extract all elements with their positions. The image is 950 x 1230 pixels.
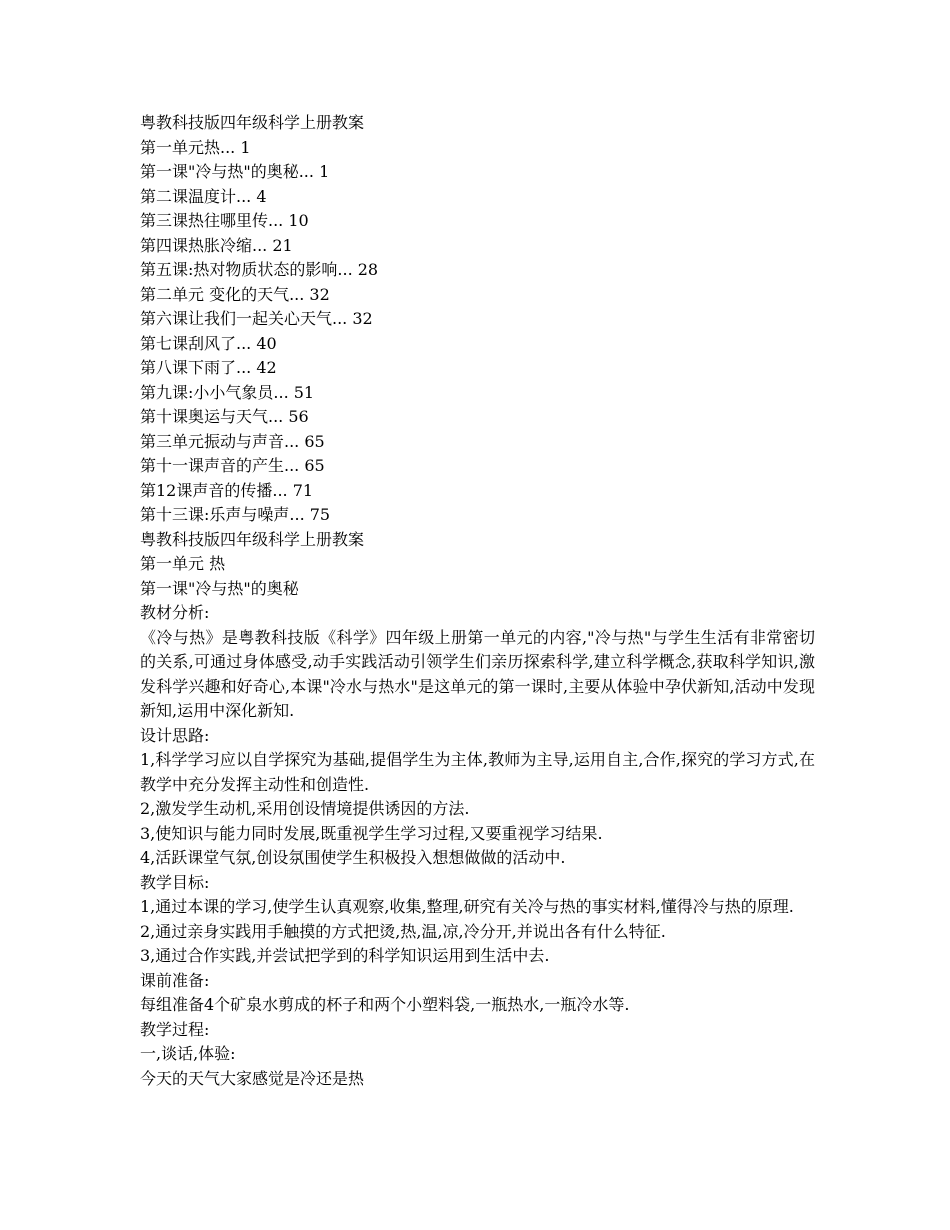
toc-entry[interactable]: 第一单元热... 1 — [140, 137, 251, 157]
design-item: 1,科学学习应以自学探究为基础,提倡学生为主体,教师为主导,运用自主,合作,探究的学习方式,在教学中充分发挥主动性和创造性. — [140, 750, 815, 794]
prep-paragraph: 每组准备4个矿泉水剪成的杯子和两个小塑料袋,一瓶热水,一瓶冷水等. — [140, 995, 630, 1014]
toc-entry[interactable]: 第九课:小小气象员... 51 — [140, 382, 315, 402]
unit-heading: 第一单元 热 — [140, 554, 226, 573]
toc-entry[interactable]: 第12课声音的传播... 71 — [140, 480, 314, 500]
toc-entry[interactable]: 第五课:热对物质状态的影响... 28 — [140, 260, 379, 279]
document-page — [140, 111, 815, 1091]
toc-entry[interactable]: 第二单元 变化的天气... 32 — [140, 284, 330, 304]
toc-entry[interactable]: 第三课热往哪里传... 10 — [140, 211, 309, 230]
toc-entry[interactable]: 第十课奥运与天气... 56 — [140, 407, 309, 426]
toc-title: 粤教科技版四年级科学上册教案 — [140, 113, 365, 132]
process-heading: 教学过程: — [140, 1019, 210, 1039]
toc-entry[interactable]: 第二课温度计... 4 — [140, 186, 267, 206]
design-item: 3,使知识与能力同时发展,既重视学生学习过程,又要重视学习结果. — [140, 823, 603, 843]
prep-heading: 课前准备: — [140, 970, 210, 990]
design-item: 2,激发学生动机,采用创设情境提供诱因的方法. — [140, 799, 470, 818]
toc-entry[interactable]: 第三单元振动与声音... 65 — [140, 431, 325, 451]
document-title: 粤教科技版四年级科学上册教案 — [140, 529, 365, 549]
goals-item: 2,通过亲身实践用手触摸的方式把烫,热,温,凉,冷分开,并说出各有什么特征. — [140, 921, 666, 941]
design-heading: 设计思路: — [140, 725, 210, 745]
analysis-paragraph: 《冷与热》是粤教科技版《科学》四年级上册第一单元的内容,"冷与热"与学生生活有非常密切的关系,可通过身体感受,动手实践活动引领学生们亲历探索科学,建立科学概念,获取科学知识,激发科学兴趣和好奇心,本课"冷水与热水"是这单元的第一课时,主要从体验中孕伏新知,活动中发现新知,运用中深化新知. — [140, 627, 815, 720]
toc-entry[interactable]: 第六课让我们一起关心天气... 32 — [140, 309, 373, 328]
toc-entry[interactable]: 第四课热胀冷缩... 21 — [140, 235, 293, 255]
toc-entry[interactable]: 第十一课声音的产生... 65 — [140, 456, 325, 475]
process-paragraph: 今天的天气大家感觉是冷还是热 — [140, 1068, 365, 1088]
goals-item: 3,通过合作实践,并尝试把学到的科学知识运用到生活中去. — [140, 946, 550, 965]
goals-heading: 教学目标: — [140, 872, 210, 892]
toc-entry[interactable]: 第七课刮风了... 40 — [140, 333, 277, 353]
design-item: 4,活跃课堂气氛,创设氛围使学生积极投入想想做做的活动中. — [140, 848, 566, 867]
analysis-heading: 教材分析: — [140, 603, 210, 622]
toc-entry[interactable]: 第八课下雨了... 42 — [140, 358, 277, 377]
process-subheading: 一,谈话,体验: — [140, 1044, 236, 1063]
goals-item: 1,通过本课的学习,使学生认真观察,收集,整理,研究有关冷与热的事实材料,懂得冷与热的原理. — [140, 897, 794, 916]
toc-entry[interactable]: 第一课"冷与热"的奥秘... 1 — [140, 162, 330, 181]
lesson-heading: 第一课"冷与热"的奥秘 — [140, 578, 299, 598]
toc-entry[interactable]: 第十三课:乐声与噪声... 75 — [140, 505, 331, 524]
